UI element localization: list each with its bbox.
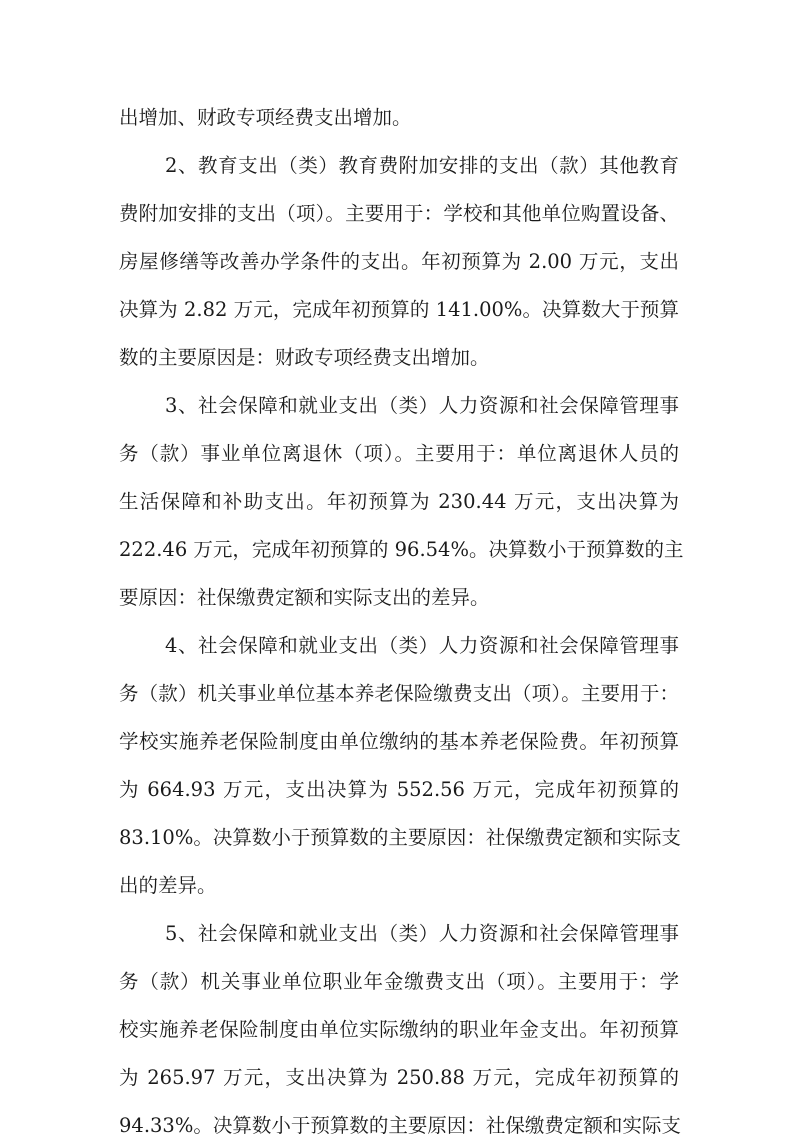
paragraph-5-line-4: 为 265.97 万元，支出决算为 250.88 万元，完成年初预算的	[119, 1066, 679, 1089]
paragraph-5-line-3: 校实施养老保险制度由单位实际缴纳的职业年金支出。年初预算	[119, 1018, 679, 1041]
paragraph-4-line-1: 4、社会保障和就业支出（类）人力资源和社会保障管理事	[165, 634, 679, 657]
paragraph-1-line-1: 出增加、财政专项经费支出增加。	[119, 106, 412, 129]
paragraph-5-line-1: 5、社会保障和就业支出（类）人力资源和社会保障管理事	[165, 922, 679, 945]
paragraph-2-line-5: 数的主要原因是：财政专项经费支出增加。	[119, 346, 490, 369]
paragraph-4-line-4: 为 664.93 万元，支出决算为 552.56 万元，完成年初预算的	[119, 778, 679, 801]
paragraph-3-line-4: 222.46 万元，完成年初预算的 96.54%。决算数小于预算数的主	[119, 538, 684, 561]
paragraph-3-line-5: 要原因：社保缴费定额和实际支出的差异。	[119, 586, 490, 609]
paragraph-3-line-1: 3、社会保障和就业支出（类）人力资源和社会保障管理事	[165, 394, 679, 417]
paragraph-4-line-3: 学校实施养老保险制度由单位缴纳的基本养老保险费。年初预算	[119, 730, 679, 753]
paragraph-5-line-2: 务（款）机关事业单位职业年金缴费支出（项）。主要用于：学	[119, 970, 679, 993]
paragraph-4-line-2: 务（款）机关事业单位基本养老保险缴费支出（项）。主要用于：	[119, 682, 679, 705]
paragraph-3-line-3: 生活保障和补助支出。年初预算为 230.44 万元，支出决算为	[119, 490, 679, 513]
paragraph-3-line-2: 务（款）事业单位离退休（项）。主要用于：单位离退休人员的	[119, 442, 679, 465]
paragraph-4-line-6: 出的差异。	[119, 874, 217, 897]
paragraph-4-line-5: 83.10%。决算数小于预算数的主要原因：社保缴费定额和实际支	[119, 826, 681, 849]
paragraph-2-line-3: 房屋修缮等改善办学条件的支出。年初预算为 2.00 万元，支出	[119, 250, 679, 273]
paragraph-2-line-4: 决算为 2.82 万元，完成年初预算的 141.00%。决算数大于预算	[119, 298, 679, 321]
paragraph-5-line-5: 94.33%。决算数小于预算数的主要原因：社保缴费定额和实际支	[119, 1114, 681, 1137]
paragraph-2-line-1: 2、教育支出（类）教育费附加安排的支出（款）其他教育	[165, 154, 679, 177]
paragraph-2-line-2: 费附加安排的支出（项）。主要用于：学校和其他单位购置设备、	[119, 202, 679, 225]
